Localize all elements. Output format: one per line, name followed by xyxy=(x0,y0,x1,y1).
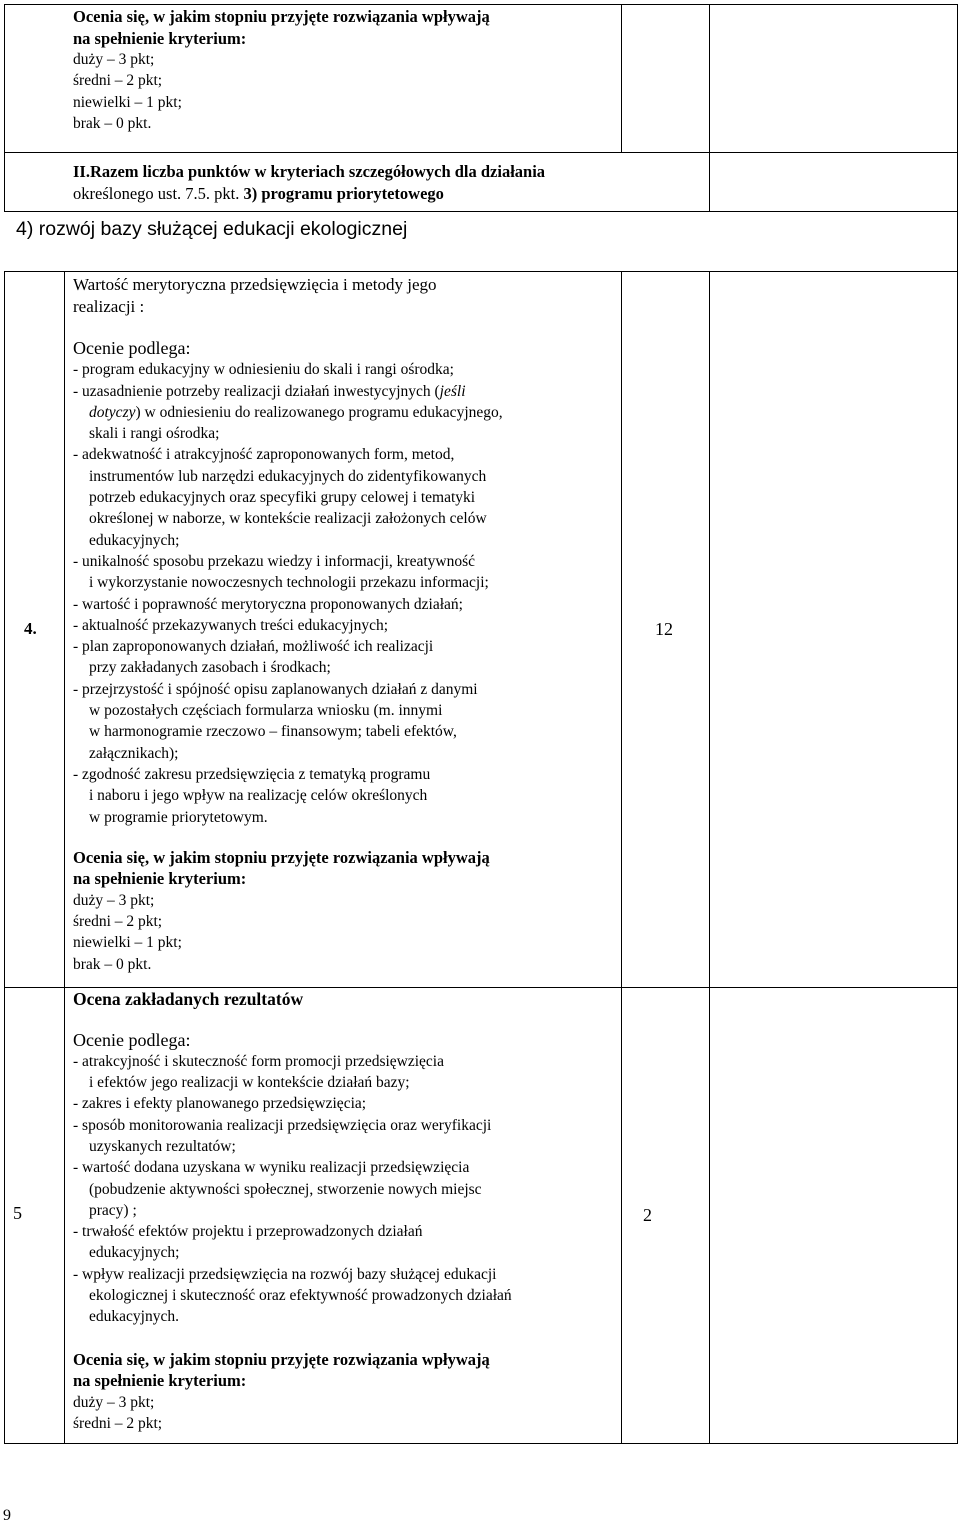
list-item: - wartość dodana uzyskana w wyniku realizacji przedsięwzięcia xyxy=(73,1159,470,1177)
list-item: - wartość i poprawność merytoryczna proponowanych działań; xyxy=(73,595,463,613)
list-item: - uzasadnienie potrzeby realizacji działań inwestycyjnych (jeśli xyxy=(73,382,466,400)
row-number: 4. xyxy=(24,619,37,638)
scale-item: średni – 2 pkt; xyxy=(73,1414,163,1432)
list-item: dotyczy) w odniesieniu do realizowanego programu edukacyjnego, xyxy=(89,403,503,421)
list-item: w harmonogramie rzeczowo – finansowym; tabeli efektów, xyxy=(89,723,457,741)
table-border xyxy=(4,271,5,1444)
list-item: pracy) ; xyxy=(89,1201,137,1219)
list-item: - aktualność przekazywanych treści edukacyjnych; xyxy=(73,616,389,634)
table-border xyxy=(4,271,958,272)
assessment-header: na spełnienie kryterium: xyxy=(73,869,247,889)
list-item: skali i rangi ośrodka; xyxy=(89,425,220,443)
list-item: - atrakcyjność i skuteczność form promocji przedsięwzięcia xyxy=(73,1052,444,1070)
list-item: ekologicznej i skuteczność oraz efektywność prowadzonych działań xyxy=(89,1287,512,1305)
list-item: w pozostałych częściach formularza wniosku (m. innymi xyxy=(89,702,443,720)
table-border xyxy=(621,271,622,1444)
table-border xyxy=(621,4,622,153)
table-border xyxy=(4,987,958,988)
list-item: - adekwatność i atrakcyjność zaproponowanych form, metod, xyxy=(73,446,455,464)
scale-item: duży – 3 pkt; xyxy=(73,51,155,68)
assessment-header: na spełnienie kryterium: xyxy=(73,1371,247,1391)
scale-item: brak – 0 pkt. xyxy=(73,114,152,132)
row-points: 12 xyxy=(655,619,673,639)
top-assessment-block xyxy=(73,6,490,134)
list-item: - przejrzystość i spójność opisu zaplanowanych działań z danymi xyxy=(73,680,478,698)
criterion-title: Ocena zakładanych rezultatów xyxy=(73,989,304,1009)
scale-item: średni – 2 pkt; xyxy=(73,913,163,931)
list-item: określonej w naborze, w kontekście realizacji założonych celów xyxy=(89,510,487,528)
scale-item: średni – 2 pkt; xyxy=(73,72,163,90)
list-item: i wykorzystanie nowoczesnych technologii przekazu informacji; xyxy=(89,574,489,592)
subject-label: Ocenie podlega: xyxy=(73,1029,191,1050)
list-item: - trwałość efektów projektu i przeprowadzonych działań xyxy=(73,1223,423,1241)
criterion-title: Wartość merytoryczna przedsięwzięcia i metody jego xyxy=(73,275,437,294)
table-border xyxy=(4,1443,958,1444)
list-item: i naboru i jego wpływ na realizację celów określonych xyxy=(89,787,428,805)
list-item: - wpływ realizacji przedsięwzięcia na rozwój bazy służącej edukacji xyxy=(73,1265,497,1283)
list-item: uzyskanych rezultatów; xyxy=(89,1137,236,1155)
list-item: załącznikach); xyxy=(89,744,179,762)
total-row-line2-rest: 3) programu priorytetowego xyxy=(239,183,444,203)
scale-item: brak – 0 pkt. xyxy=(73,955,152,973)
total-row-line1: II.Razem liczba punktów w kryteriach szczegółowych dla działania xyxy=(73,162,546,181)
list-item: - program edukacyjny w odniesieniu do skali i rangi ośrodka; xyxy=(73,361,454,379)
page-number: 9 xyxy=(3,1507,11,1524)
criterion-title: realizacji : xyxy=(73,296,145,316)
scale-item: niewielki – 1 pkt; xyxy=(73,934,182,952)
list-item: edukacyjnych; xyxy=(89,1244,180,1262)
table-border xyxy=(957,4,958,1444)
row-points: 2 xyxy=(643,1205,652,1225)
list-item: instrumentów lub narzędzi edukacyjnych do zidentyfikowanych xyxy=(89,467,487,485)
row-number: 5 xyxy=(13,1203,22,1223)
subject-label: Ocenie podlega: xyxy=(73,338,191,358)
list-item: i efektów jego realizacji w kontekście działań bazy; xyxy=(89,1074,410,1092)
list-item: - sposób monitorowania realizacji przedsięwzięcia oraz weryfikacji xyxy=(73,1116,492,1134)
assessment-header: na spełnienie kryterium: xyxy=(73,28,247,48)
list-item: (pobudzenie aktywności społecznej, stworzenie nowych miejsc xyxy=(89,1180,482,1198)
list-item: - plan zaproponowanych działań, możliwość ich realizacji xyxy=(73,638,434,656)
table-border xyxy=(4,211,958,212)
list-item: - unikalność sposobu przekazu wiedzy i informacji, kreatywność xyxy=(73,552,476,570)
total-row xyxy=(73,161,545,204)
list-item: edukacyjnych. xyxy=(89,1308,179,1326)
total-row-line2 xyxy=(73,183,545,205)
list-item: - zakres i efekty planowanego przedsięwzięcia; xyxy=(73,1095,367,1113)
table-border xyxy=(4,4,5,212)
assessment-header: Ocenia się, w jakim stopniu przyjęte rozwiązania wpływają xyxy=(73,1349,490,1369)
table-border xyxy=(64,271,65,1444)
scale-item: duży – 3 pkt; xyxy=(73,1393,155,1411)
scale-item: niewielki – 1 pkt; xyxy=(73,93,182,111)
list-item: potrzeb edukacyjnych oraz specyfiki grupy celowej i tematyki xyxy=(89,489,476,507)
list-item: przy zakładanych zasobach i środkach; xyxy=(89,659,331,677)
total-row-line2-plain: określonego ust. 7.5. pkt. xyxy=(73,183,240,203)
list-item: w programie priorytetowym. xyxy=(89,808,268,826)
row5-content xyxy=(73,989,512,1434)
assessment-header: Ocenia się, w jakim stopniu przyjęte rozwiązania wpływają xyxy=(73,847,490,867)
table-border xyxy=(4,152,958,153)
section-heading: 4) rozwój bazy służącej edukacji ekologicznej xyxy=(16,218,408,240)
table-border xyxy=(709,4,710,212)
table-border xyxy=(709,271,710,1444)
list-item: edukacyjnych; xyxy=(89,531,180,549)
scale-item: duży – 3 pkt; xyxy=(73,891,155,909)
list-item: - zgodność zakresu przedsięwzięcia z tematyką programu xyxy=(73,765,431,783)
row4-content xyxy=(73,274,503,975)
assessment-header: Ocenia się, w jakim stopniu przyjęte rozwiązania wpływają xyxy=(73,7,490,26)
table-border xyxy=(4,4,958,5)
